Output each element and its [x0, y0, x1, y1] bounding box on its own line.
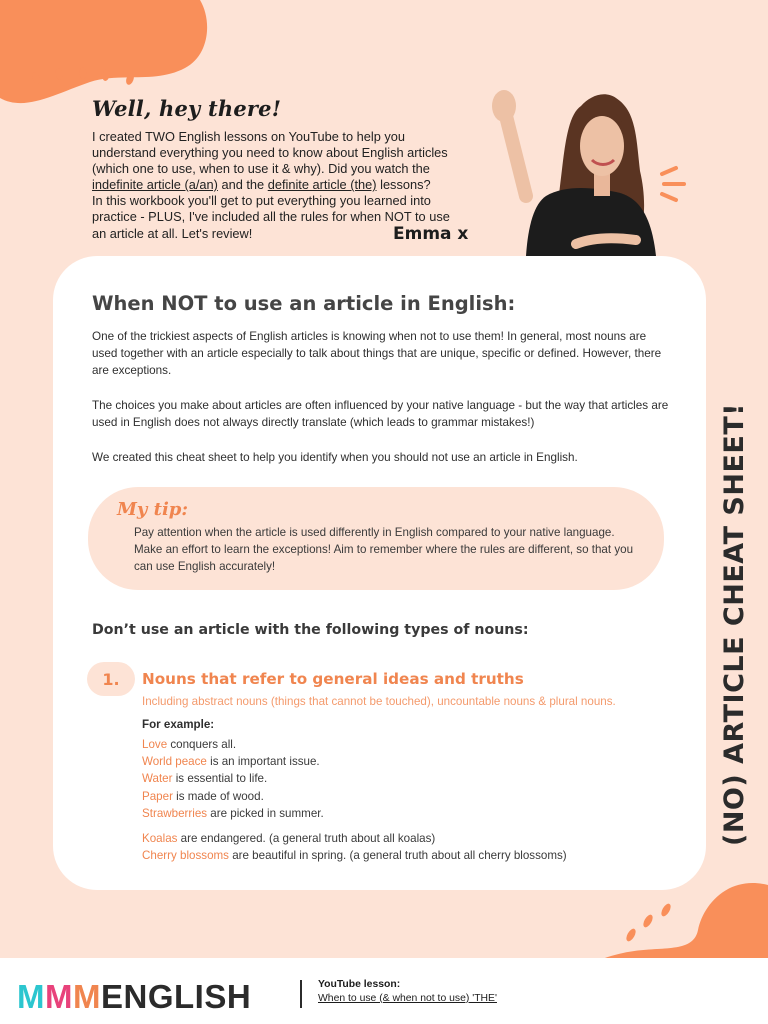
- example-rest: is an important issue.: [206, 755, 320, 769]
- example-item: [142, 830, 567, 847]
- tip-text: Pay attention when the article is used differently in English compared to your native language. Make an effort to learn the exceptions! Aim to remember where the rules are different, so that you can use English accurately!: [134, 526, 634, 573]
- example-noun: Love: [142, 738, 168, 751]
- tip-title: My tip:: [117, 499, 189, 520]
- example-item: [142, 805, 324, 822]
- example-noun: Cherry blossoms: [142, 849, 229, 863]
- card-heading: When NOT to use an article in English:: [92, 292, 516, 315]
- intro-line: an article at all. Let's review!: [92, 225, 253, 241]
- example-noun: Water: [142, 772, 173, 786]
- for-example-label: For example:: [142, 718, 215, 731]
- example-item: [142, 753, 324, 770]
- example-item: [142, 770, 324, 787]
- youtube-lesson-label: YouTube lesson:: [318, 979, 401, 990]
- example-rest: are beautiful in spring. (a general truth about all cherry blossoms): [228, 849, 567, 863]
- intro-text: and the: [217, 177, 268, 193]
- intro-section: [92, 96, 492, 242]
- definite-article-link[interactable]: definite article (the): [267, 177, 377, 193]
- mmmenglish-logo[interactable]: [17, 978, 251, 1016]
- decorative-blob-top-left: [0, 0, 215, 110]
- intro-text: lessons?: [376, 177, 431, 193]
- section-subtitle: Including abstract nouns (things that cannot be touched), uncountable nouns & plural nouns.: [142, 695, 616, 708]
- logo-letter: M: [73, 978, 101, 1015]
- logo-letter: M: [45, 978, 73, 1015]
- signoff: Emma x: [393, 224, 469, 244]
- example-list-general-truths: [142, 830, 567, 864]
- example-rest: are endangered. (a general truth about all koalas): [177, 832, 436, 845]
- logo-letter: M: [17, 978, 45, 1015]
- intro-line: (which one to use, when to use it & why). Did you watch the: [92, 161, 430, 177]
- indefinite-article-link[interactable]: indefinite article (a/an): [92, 177, 218, 193]
- example-list: [142, 736, 324, 822]
- intro-line: In this workbook you'll get to put everything you learned into: [92, 193, 431, 209]
- intro-line: I created TWO English lessons on YouTube to help you: [92, 129, 406, 144]
- paragraph-intro: One of the trickiest aspects of English articles is knowing when not to use them! In general, most nouns are used together with an article especially to talk about things that are unique, specific or defined. However, there are exceptions.: [92, 330, 662, 377]
- paragraph-cheat-sheet: We created this cheat sheet to help you identify when you should not use an article in English.: [92, 451, 578, 464]
- example-noun: Paper: [142, 789, 173, 803]
- example-item: [142, 788, 324, 805]
- logo-text: ENGLISH: [101, 978, 252, 1015]
- example-item: [142, 736, 324, 753]
- example-rest: are picked in summer.: [207, 806, 324, 820]
- example-rest: is made of wood.: [172, 789, 264, 803]
- youtube-lesson-link[interactable]: When to use (& when not to use) 'THE': [318, 993, 497, 1004]
- section-title: Nouns that refer to general ideas and truths: [142, 670, 524, 688]
- nouns-heading: Don’t use an article with the following types of nouns:: [92, 622, 529, 638]
- example-noun: World peace: [142, 755, 207, 769]
- intro-line: practice - PLUS, I've included all the rules for when NOT to use: [92, 209, 450, 225]
- intro-greeting: Well, hey there!: [92, 96, 282, 121]
- example-item: [142, 847, 567, 864]
- intro-line: [92, 177, 492, 193]
- example-rest: conquers all.: [167, 738, 237, 751]
- footer-divider: [300, 980, 302, 1008]
- paragraph-native-language: The choices you make about articles are often influenced by your native language - but the way that articles are used in English does not always directly translate (which leads to grammar mistakes!): [92, 399, 669, 429]
- section-number-badge: 1.: [87, 662, 135, 696]
- example-noun: Koalas: [142, 832, 178, 845]
- intro-line: understand everything you need to know about English articles: [92, 145, 448, 161]
- example-rest: is essential to life.: [172, 772, 268, 786]
- decorative-dots-top-left: [26, 62, 156, 92]
- side-title: (NO) ARTICLE CHEAT SHEET!: [719, 402, 750, 846]
- example-noun: Strawberries: [142, 806, 208, 820]
- teacher-portrait-image: [486, 76, 686, 256]
